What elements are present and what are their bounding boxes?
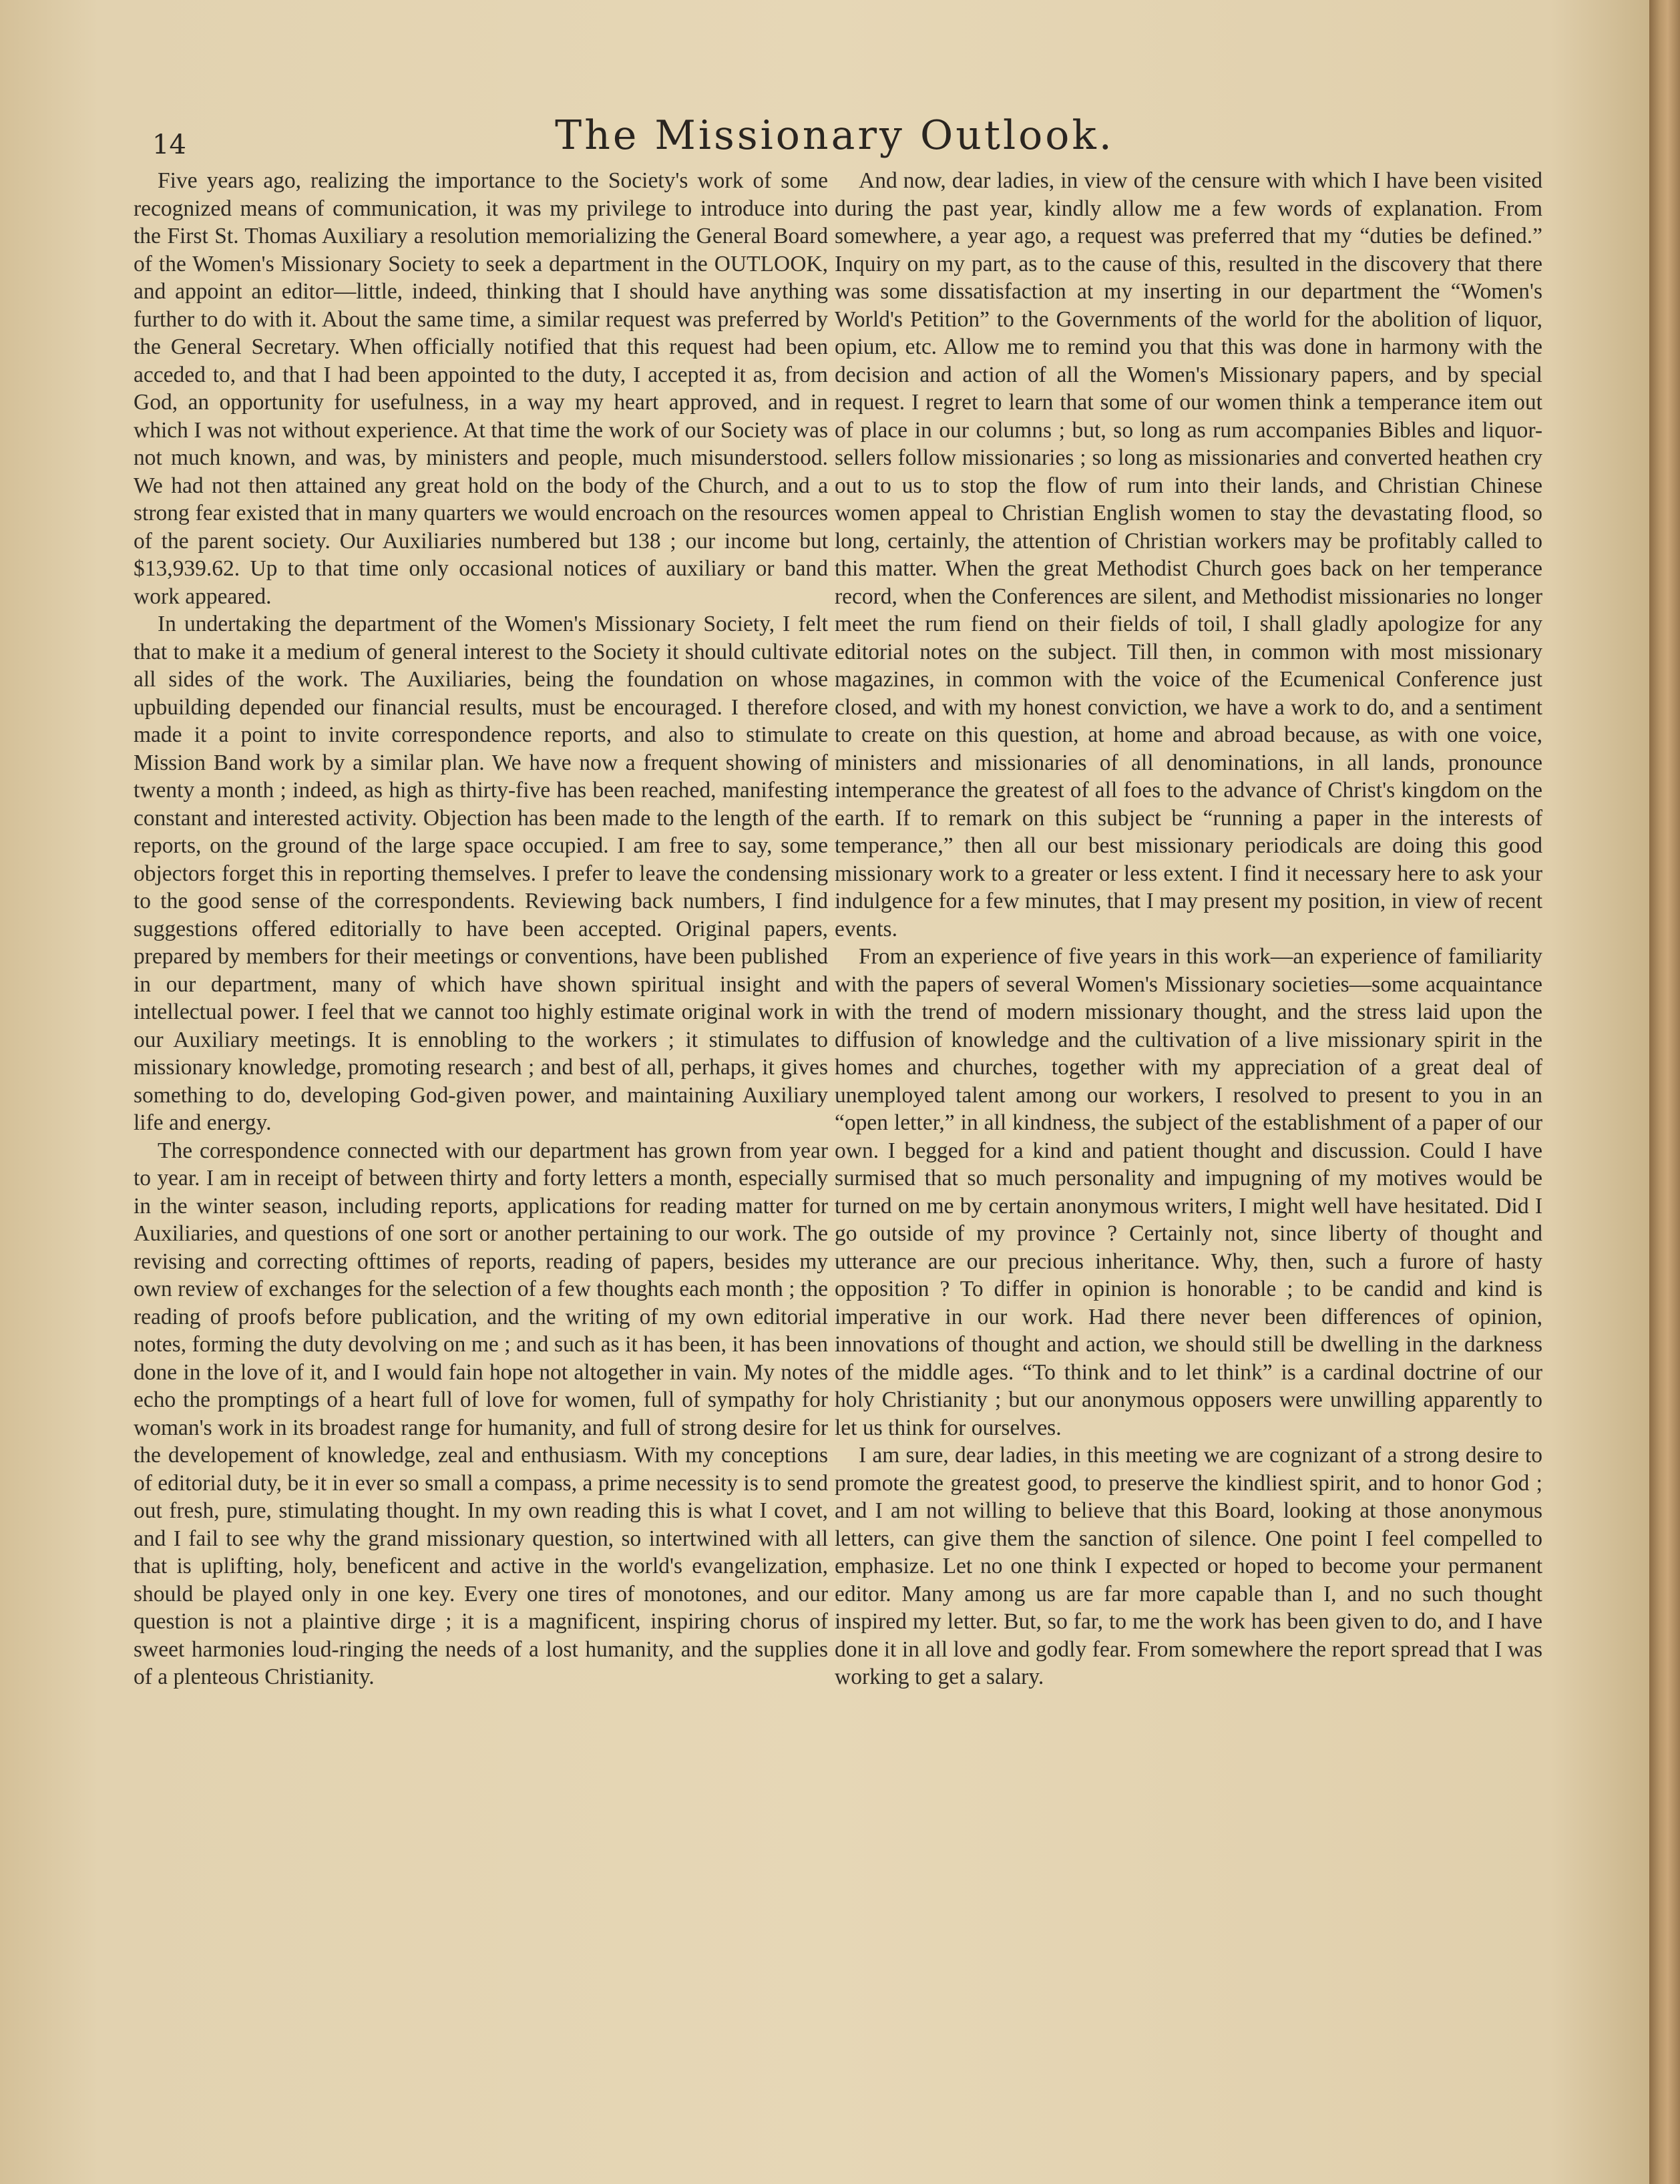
- left-column: [134, 167, 828, 1691]
- paragraph: I am sure, dear ladies, in this meeting we are cognizant of a strong desire to promote the greatest good, to preserve the kindliest spirit, and to honor God ; and I am not willing to believe that this Board, looking at those anonymous letters, can give them the sanction of silence. One point I feel compelled to emphasize. Let no one think I expected or hoped to become your permanent editor. Many among us are far more capable than I, and no such thought inspired my letter. But, so far, to me the work has been given to do, and I have done it in all love and godly fear. From somewhere the report spread that I was working to get a salary.: [835, 1443, 1542, 1689]
- page-header: [134, 100, 1536, 167]
- book-spine: [1649, 0, 1680, 2184]
- paragraph: Five years ago, realizing the importance to the Society's work of some recognized means of communication, it was my privilege to introduce into the First St. Thomas Auxiliary a resolution memorializing the General Board of the Women's Missionary Society to seek a department in the OUTLOOK, and appoint an editor—little, indeed, thinking that I should have anything further to do with it. About the same time, a similar request was preferred by the General Secretary. When officially notified that this request had been acceded to, and that I had been appointed to the duty, I accepted it as, from God, an opportunity for usefulness, in a way my heart approved, and in which I was not without experience. At that time the work of our Society was not much known, and was, by ministers and people, much misunderstood. We had not then attained any great hold on the body of the Church, and a strong fear existed that in many quarters we would encroach on the resources of the parent society. Our Auxiliaries numbered but 138 ; our income but $13,939.62. Up to that time only occasional notices of auxiliary or band work appeared.: [134, 168, 828, 609]
- journal-title: The Missionary Outlook.: [555, 112, 1114, 159]
- paragraph: The correspondence connected with our department has grown from year to year. I am in receipt of between thirty and forty letters a month, especially in the winter season, including reports, applications for reading matter for Auxiliaries, and questions of one sort or another pertaining to our work. The revising and correcting ofttimes of reports, reading of papers, besides my own review of exchanges for the selection of a few thoughts each month ; the reading of proofs before publication, and the writing of my own editorial notes, forming the duty devolving on me ; and such as it has been, it has been done in the love of it, and I would fain hope not altogether in vain. My notes echo the promptings of a heart full of love for women, full of sympathy for woman's work in its broadest range for humanity, and full of strong desire for the developement of knowledge, zeal and enthusiasm. With my conceptions of editorial duty, be it in ever so small a compass, a prime necessity is to send out fresh, pure, stimulating thought. In my own reading this is what I covet, and I fail to see why the grand missionary question, so intertwined with all that is uplifting, holy, beneficent and active in the world's evangelization, should be played only in one key. Every one tires of monotones, and our question is not a plaintive dirge ; it is a magnificent, inspiring chorus of sweet harmonies loud-ringing the needs of a lost humanity, and the supplies of a plenteous Christianity.: [134, 1138, 828, 1689]
- paragraph: In undertaking the department of the Women's Missionary Society, I felt that to make it a medium of general interest to the Society it should cultivate all sides of the work. The Auxiliaries, being the foundation on whose upbuilding depended our financial results, must be encouraged. I therefore made it a point to invite correspondence reports, and also to stimulate Mission Band work by a similar plan. We have now a frequent showing of twenty a month ; indeed, as high as thirty-five has been reached, manifesting constant and interested activity. Objection has been made to the length of the reports, on the ground of the large space occupied. I am free to say, some objectors forget this in reporting themselves. I prefer to leave the condensing to the good sense of the correspondents. Reviewing back numbers, I find suggestions offered editorially to have been accepted. Original papers, prepared by members for their meetings or conventions, have been published in our department, many of which have shown spiritual insight and intellectual power. I feel that we cannot too highly estimate original work in our Auxiliary meetings. It is ennobling to the workers ; it stimulates to missionary knowledge, promoting research ; and best of all, perhaps, it gives something to do, developing God-given power, and maintaining Auxiliary life and energy.: [134, 612, 828, 1135]
- right-column: [835, 167, 1542, 1691]
- paragraph: From an experience of five years in this work—an experience of familiarity with the papers of several Women's Missionary societies—some acquaintance with the trend of modern missionary thought, and the stress laid upon the diffusion of knowledge and the cultivation of a live missionary spirit in the homes and churches, together with my appreciation of a great deal of unemployed talent among our workers, I resolved to present to you in an “open letter,” in all kindness, the subject of the establishment of a paper of our own. I begged for a kind and patient thought and discussion. Could I have surmised that so much personality and impugning of my motives would be turned on me by certain anonymous writers, I might well have hesitated. Did I go outside of my province ? Certainly not, since liberty of thought and utterance are our precious inheritance. Why, then, such a furore of hasty opposition ? To differ in opinion is honorable ; to be candid and kind is imperative in our work. Had there never been differences of opinion, innovations of thought and action, we should still be dwelling in the darkness of the middle ages. “To think and to let think” is a cardinal doctrine of our holy Christianity ; but our anonymous opposers were unwilling apparently to let us think for ourselves.: [835, 944, 1542, 1440]
- page-number: 14: [152, 130, 186, 160]
- paragraph: And now, dear ladies, in view of the censure with which I have been visited during the past year, kindly allow me a few words of explanation. From somewhere, a year ago, a request was preferred that my “duties be defined.” Inquiry on my part, as to the cause of this, resulted in the discovery that there was some dissatisfaction at my inserting in our department the “Women's World's Petition” to the Governments of the world for the abolition of liquor, opium, etc. Allow me to remind you that this was done in harmony with the decision and action of all the Women's Missionary papers, and by special request. I regret to learn that some of our women think a temperance item out of place in our columns ; but, so long as rum accompanies Bibles and liquor-sellers follow missionaries ; so long as missionaries and converted heathen cry out to us to stop the flow of rum into their lands, and Christian Chinese women appeal to Christian English women to stay the devastating flood, so long, certainly, the attention of Christian workers may be profitably called to this matter. When the great Methodist Church goes back on her temperance record, when the Conferences are silent, and Methodist missionaries no longer meet the rum fiend on their fields of toil, I shall gladly apologize for any editorial notes on the subject. Till then, in common with most missionary magazines, in common with the voice of the Ecumenical Conference just closed, and with my honest conviction, we have a work to do, and a sentiment to create on this question, at home and abroad because, as with one voice, ministers and missionaries of all denominations, in all lands, pronounce intemperance the greatest of all foes to the advance of Christ's kingdom on the earth. If to remark on this subject be “running a paper in the interests of temperance,” then all our best missionary periodicals are doing this good missionary work to a greater or less extent. I find it necessary here to ask your indulgence for a few minutes, that I may present my position, in view of recent events.: [835, 168, 1542, 941]
